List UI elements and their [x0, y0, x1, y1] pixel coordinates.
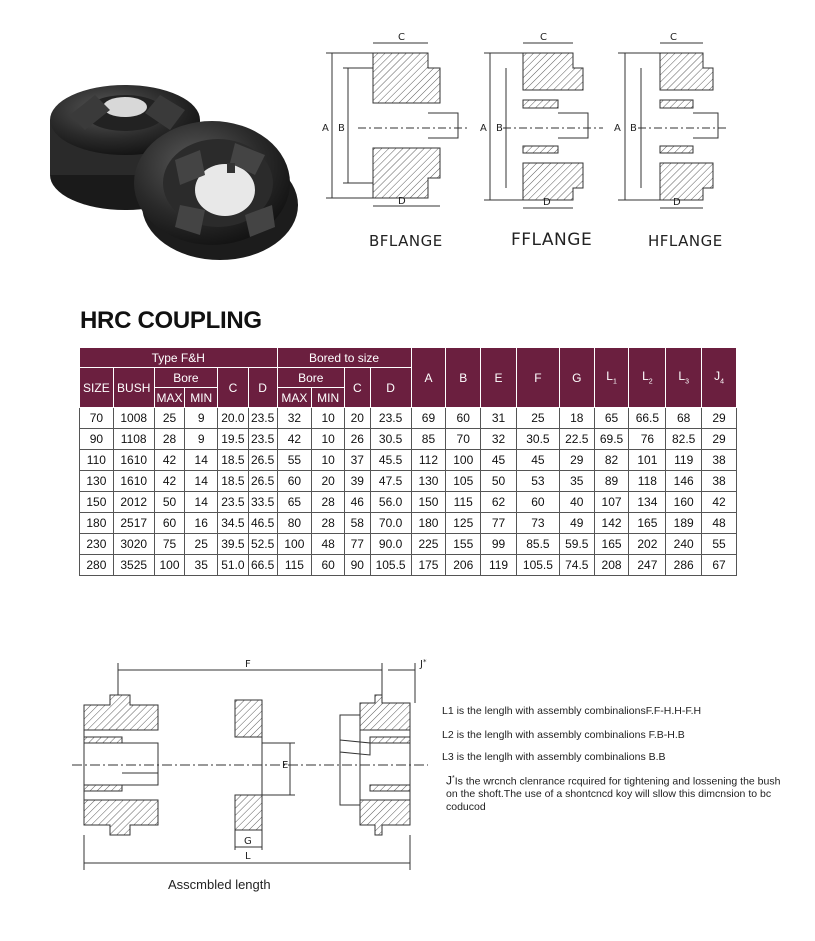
- table-row: [80, 450, 737, 471]
- table-cell: 9: [185, 408, 218, 429]
- table-cell: 60: [312, 555, 345, 576]
- table-cell: 35: [559, 471, 594, 492]
- table-cell: 23.5: [218, 492, 249, 513]
- table-cell: 23.5: [248, 429, 277, 450]
- table-row: [80, 471, 737, 492]
- table-cell: 105.5: [516, 555, 559, 576]
- table-cell: 34.5: [218, 513, 249, 534]
- table-cell: 69.5: [594, 429, 629, 450]
- table-cell: 20: [345, 408, 371, 429]
- hflange-label: HFLANGE: [648, 232, 723, 250]
- table-cell: 175: [411, 555, 446, 576]
- table-cell: 42: [154, 450, 185, 471]
- table-cell: 75: [154, 534, 185, 555]
- table-cell: 60: [154, 513, 185, 534]
- table-cell: 134: [629, 492, 666, 513]
- table-cell: 1610: [113, 471, 154, 492]
- table-cell: 89: [594, 471, 629, 492]
- dim-a-b: A: [322, 123, 329, 134]
- table-cell: 60: [516, 492, 559, 513]
- col-f: F: [516, 348, 559, 408]
- table-cell: 150: [411, 492, 446, 513]
- table-cell: 48: [312, 534, 345, 555]
- table-cell: 26.5: [248, 450, 277, 471]
- table-cell: 155: [446, 534, 481, 555]
- table-cell: 20: [312, 471, 345, 492]
- table-cell: 110: [80, 450, 114, 471]
- table-cell: 82.5: [666, 429, 702, 450]
- group-type-fh: Type F&H: [80, 348, 278, 368]
- table-cell: 100: [277, 534, 312, 555]
- table-cell: 42: [702, 492, 737, 513]
- table-cell: 85: [411, 429, 446, 450]
- table-cell: 45: [481, 450, 517, 471]
- table-cell: 119: [481, 555, 517, 576]
- table-cell: 35: [185, 555, 218, 576]
- table-cell: 10: [312, 450, 345, 471]
- table-cell: 208: [594, 555, 629, 576]
- group-bored-to-size: Bored to size: [277, 348, 411, 368]
- col-min: MIN: [185, 388, 218, 408]
- table-cell: 77: [481, 513, 517, 534]
- fflange-label: FFLANGE: [511, 230, 593, 250]
- flange-drawings: [318, 28, 798, 213]
- assembly-drawing: [70, 655, 430, 890]
- table-cell: 100: [154, 555, 185, 576]
- table-cell: 119: [666, 450, 702, 471]
- table-cell: 65: [277, 492, 312, 513]
- group-bore-2: Bore: [277, 368, 345, 388]
- table-cell: 90: [80, 429, 114, 450]
- table-cell: 85.5: [516, 534, 559, 555]
- table-cell: 29: [559, 450, 594, 471]
- dim-l: L: [245, 851, 251, 862]
- table-cell: 51.0: [218, 555, 249, 576]
- table-cell: 125: [446, 513, 481, 534]
- table-cell: 56.0: [370, 492, 411, 513]
- table-cell: 105: [446, 471, 481, 492]
- table-cell: 37: [345, 450, 371, 471]
- dim-b-h: B: [630, 123, 637, 134]
- table-cell: 70: [446, 429, 481, 450]
- table-cell: 25: [154, 408, 185, 429]
- table-cell: 28: [154, 429, 185, 450]
- table-cell: 115: [277, 555, 312, 576]
- table-cell: 90: [345, 555, 371, 576]
- table-cell: 62: [481, 492, 517, 513]
- table-cell: 55: [702, 534, 737, 555]
- table-cell: 23.5: [248, 408, 277, 429]
- table-cell: 10: [312, 429, 345, 450]
- col-d: D: [248, 368, 277, 408]
- table-cell: 1610: [113, 450, 154, 471]
- table-cell: 280: [80, 555, 114, 576]
- table-row: [80, 408, 737, 429]
- table-row: [80, 429, 737, 450]
- dim-a-f: A: [480, 123, 487, 134]
- table-cell: 105.5: [370, 555, 411, 576]
- table-cell: 18.5: [218, 450, 249, 471]
- table-cell: 60: [277, 471, 312, 492]
- table-cell: 28: [312, 513, 345, 534]
- table-cell: 26: [345, 429, 371, 450]
- table-cell: 99: [481, 534, 517, 555]
- table-cell: 180: [80, 513, 114, 534]
- table-cell: 39: [345, 471, 371, 492]
- assembled-length-caption: Asscmbled length: [168, 877, 271, 892]
- table-cell: 90.0: [370, 534, 411, 555]
- note-l3: L3 is the lenglh with assembly combinalions B.B: [442, 751, 666, 763]
- col-a: A: [411, 348, 446, 408]
- table-cell: 30.5: [516, 429, 559, 450]
- note-j: J*Is the wrcnch clenrance rcquired for tightening and lossening the bush on the shoft.The use of a shontcncd koy will sllow this dimcnsion to bc coducod: [446, 773, 781, 813]
- table-cell: 31: [481, 408, 517, 429]
- col-min-2: MIN: [312, 388, 345, 408]
- table-cell: 23.5: [370, 408, 411, 429]
- table-cell: 70: [80, 408, 114, 429]
- table-cell: 286: [666, 555, 702, 576]
- table-cell: 48: [702, 513, 737, 534]
- table-cell: 240: [666, 534, 702, 555]
- table-cell: 206: [446, 555, 481, 576]
- table-cell: 112: [411, 450, 446, 471]
- col-max: MAX: [154, 388, 185, 408]
- table-cell: 189: [666, 513, 702, 534]
- col-c: C: [218, 368, 249, 408]
- table-cell: 180: [411, 513, 446, 534]
- col-size: SIZE: [80, 368, 114, 408]
- spec-table: [79, 347, 737, 576]
- table-row: [80, 534, 737, 555]
- col-e: E: [481, 348, 517, 408]
- table-cell: 70.0: [370, 513, 411, 534]
- table-cell: 22.5: [559, 429, 594, 450]
- table-cell: 18: [559, 408, 594, 429]
- table-cell: 30.5: [370, 429, 411, 450]
- table-cell: 42: [277, 429, 312, 450]
- table-cell: 32: [481, 429, 517, 450]
- table-cell: 73: [516, 513, 559, 534]
- table-cell: 165: [629, 513, 666, 534]
- note-l2: L2 is the lenglh with assembly combinalions F.B-H.B: [442, 729, 685, 741]
- col-l1: $L_1$: [594, 348, 629, 408]
- dim-d-f: D: [543, 197, 551, 208]
- table-cell: 130: [411, 471, 446, 492]
- table-cell: 28: [312, 492, 345, 513]
- table-cell: 3525: [113, 555, 154, 576]
- table-cell: 20.0: [218, 408, 249, 429]
- table-cell: 1008: [113, 408, 154, 429]
- table-row: [80, 555, 737, 576]
- dim-f: F: [245, 659, 251, 670]
- table-row: [80, 513, 737, 534]
- table-cell: 202: [629, 534, 666, 555]
- table-cell: 82: [594, 450, 629, 471]
- table-cell: 29: [702, 429, 737, 450]
- table-cell: 2012: [113, 492, 154, 513]
- table-cell: 38: [702, 471, 737, 492]
- table-cell: 118: [629, 471, 666, 492]
- col-bush: BUSH: [113, 368, 154, 408]
- dim-c-f: C: [540, 32, 547, 43]
- table-cell: 53: [516, 471, 559, 492]
- table-cell: 52.5: [248, 534, 277, 555]
- table-cell: 58: [345, 513, 371, 534]
- dim-d-b: D: [398, 196, 406, 207]
- table-cell: 46: [345, 492, 371, 513]
- table-cell: 101: [629, 450, 666, 471]
- col-j4: $J_4$: [702, 348, 737, 408]
- table-cell: 100: [446, 450, 481, 471]
- col-b: B: [446, 348, 481, 408]
- table-cell: 39.5: [218, 534, 249, 555]
- table-row: [80, 492, 737, 513]
- table-cell: 150: [80, 492, 114, 513]
- table-cell: 1108: [113, 429, 154, 450]
- dim-b-f: B: [496, 123, 503, 134]
- table-cell: 67: [702, 555, 737, 576]
- table-cell: 14: [185, 471, 218, 492]
- table-cell: 42: [154, 471, 185, 492]
- table-cell: 40: [559, 492, 594, 513]
- table-cell: 25: [185, 534, 218, 555]
- table-cell: 19.5: [218, 429, 249, 450]
- table-cell: 68: [666, 408, 702, 429]
- table-cell: 146: [666, 471, 702, 492]
- table-cell: 46.5: [248, 513, 277, 534]
- table-cell: 65: [594, 408, 629, 429]
- bflange-label: BFLANGE: [369, 232, 443, 250]
- table-cell: 77: [345, 534, 371, 555]
- table-cell: 59.5: [559, 534, 594, 555]
- table-cell: 10: [312, 408, 345, 429]
- table-cell: 50: [154, 492, 185, 513]
- dim-j: J*: [420, 658, 427, 670]
- table-cell: 38: [702, 450, 737, 471]
- table-cell: 14: [185, 492, 218, 513]
- table-cell: 14: [185, 450, 218, 471]
- group-bore: Bore: [154, 368, 217, 388]
- col-g: G: [559, 348, 594, 408]
- table-cell: 47.5: [370, 471, 411, 492]
- table-cell: 3020: [113, 534, 154, 555]
- table-cell: 76: [629, 429, 666, 450]
- table-cell: 60: [446, 408, 481, 429]
- table-cell: 80: [277, 513, 312, 534]
- table-cell: 247: [629, 555, 666, 576]
- table-cell: 74.5: [559, 555, 594, 576]
- table-cell: 26.5: [248, 471, 277, 492]
- col-l3: $L_3$: [666, 348, 702, 408]
- table-cell: 55: [277, 450, 312, 471]
- table-cell: 165: [594, 534, 629, 555]
- dim-e: E: [282, 760, 289, 771]
- page-title: HRC COUPLING: [80, 307, 262, 334]
- dim-b-b: B: [338, 123, 345, 134]
- table-cell: 9: [185, 429, 218, 450]
- dim-d-h: D: [673, 197, 681, 208]
- table-cell: 66.5: [248, 555, 277, 576]
- table-cell: 160: [666, 492, 702, 513]
- coupling-photo: [40, 55, 310, 270]
- table-cell: 50: [481, 471, 517, 492]
- table-cell: 142: [594, 513, 629, 534]
- dim-c-h: C: [670, 32, 677, 43]
- note-l1: L1 is the lenglh with assembly combinalionsF.F-H.H-F.H: [442, 705, 702, 717]
- table-cell: 225: [411, 534, 446, 555]
- col-c-2: C: [345, 368, 371, 408]
- table-cell: 16: [185, 513, 218, 534]
- table-cell: 29: [702, 408, 737, 429]
- table-cell: 33.5: [248, 492, 277, 513]
- table-cell: 107: [594, 492, 629, 513]
- table-cell: 130: [80, 471, 114, 492]
- table-cell: 230: [80, 534, 114, 555]
- table-cell: 25: [516, 408, 559, 429]
- table-cell: 49: [559, 513, 594, 534]
- table-cell: 66.5: [629, 408, 666, 429]
- table-cell: 32: [277, 408, 312, 429]
- table-cell: 45: [516, 450, 559, 471]
- table-cell: 69: [411, 408, 446, 429]
- dim-g: G: [244, 836, 252, 847]
- col-max-2: MAX: [277, 388, 312, 408]
- table-cell: 2517: [113, 513, 154, 534]
- dim-a-h: A: [614, 123, 621, 134]
- col-d-2: D: [370, 368, 411, 408]
- col-l2: $L_2$: [629, 348, 666, 408]
- dim-c-b: C: [398, 32, 405, 43]
- table-cell: 18.5: [218, 471, 249, 492]
- table-cell: 45.5: [370, 450, 411, 471]
- table-cell: 115: [446, 492, 481, 513]
